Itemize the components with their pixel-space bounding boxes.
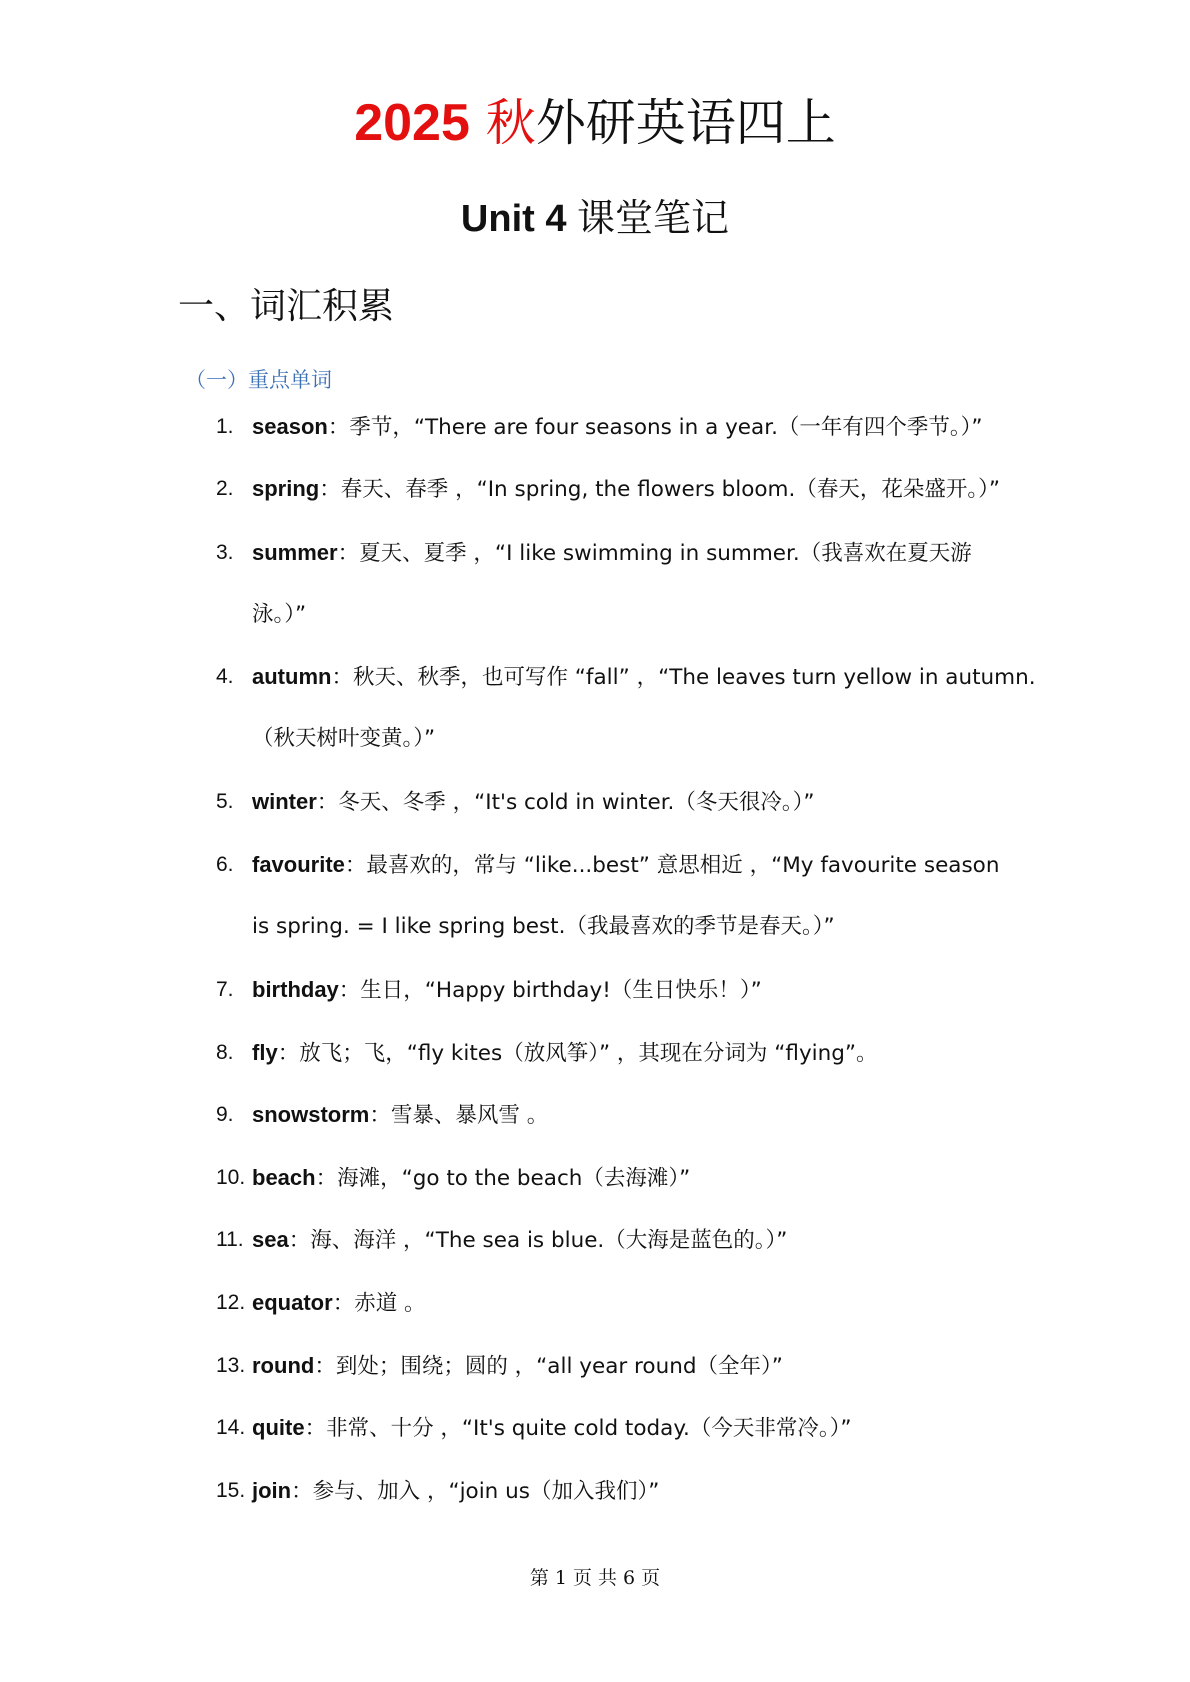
vocab-number: 9. xyxy=(216,1103,234,1126)
vocab-item xyxy=(216,1223,1032,1258)
vocab-definition: ：春天、春季 ，“In spring, the flowers bloom.（春天，花朵盛开。）” xyxy=(319,477,1000,502)
vocab-definition: ：非常、十分 ，“It's quite cold today.（今天非常冷。）” xyxy=(304,1416,852,1441)
vocab-definition: ：生日，“Happy birthday!（生日快乐！）” xyxy=(338,978,762,1003)
vocab-item xyxy=(216,973,1032,1008)
vocab-word: beach xyxy=(252,1165,316,1190)
vocab-number: 12. xyxy=(216,1291,246,1314)
vocab-number: 7. xyxy=(216,978,234,1001)
vocab-word: birthday xyxy=(252,977,339,1002)
vocab-number: 11. xyxy=(216,1228,244,1251)
subsection-heading: （一）重点单词 xyxy=(185,368,332,392)
vocab-item xyxy=(216,536,1032,571)
vocab-item xyxy=(216,1036,1032,1071)
vocab-definition: ：海、海洋 ，“The sea is blue.（大海是蓝色的。）” xyxy=(288,1228,788,1253)
title-rest: 外研英语四上 xyxy=(535,94,836,152)
vocab-word: round xyxy=(252,1353,315,1378)
vocab-definition: ：到处；围绕；圆的 ，“all year round（全年）” xyxy=(314,1354,783,1379)
vocab-number: 15. xyxy=(216,1479,246,1502)
vocab-continuation: is spring. = I like spring best.（我最喜欢的季节是春天。）” xyxy=(252,914,835,939)
vocab-number: 6. xyxy=(216,853,234,876)
vocab-definition: ：放飞；飞，“fly kites（放风筝）” ，其现在分词为 “flying”。 xyxy=(277,1041,878,1066)
vocab-word: equator xyxy=(252,1290,333,1315)
unit-label: Unit 4 xyxy=(460,198,567,240)
vocab-continuation: 泳。）” xyxy=(252,602,307,627)
page-footer: 第 1 页 共 6 页 xyxy=(529,1567,661,1589)
vocab-number: 4. xyxy=(216,665,234,688)
vocab-word: sea xyxy=(252,1227,289,1252)
title-year: 2025 xyxy=(354,94,470,152)
vocab-definition: ：参与、加入 ，“join us（加入我们）” xyxy=(291,1479,660,1504)
vocab-item xyxy=(216,472,1032,507)
vocab-item xyxy=(216,848,1032,883)
vocab-number: 14. xyxy=(216,1416,246,1439)
vocab-word: summer xyxy=(252,540,338,565)
vocab-definition: ：秋天、秋季，也可写作 “fall” ，“The leaves turn yellow in autumn. xyxy=(331,665,1036,690)
vocab-item xyxy=(216,1286,1032,1321)
vocab-word: join xyxy=(252,1478,292,1503)
vocab-definition: ：赤道 。 xyxy=(332,1291,426,1316)
vocab-definition: ：夏天、夏季 ，“I like swimming in summer.（我喜欢在夏天游 xyxy=(337,541,972,566)
vocab-word: snowstorm xyxy=(252,1102,370,1127)
vocab-item xyxy=(216,1411,1032,1446)
vocab-number: 13. xyxy=(216,1354,246,1377)
vocab-number: 3. xyxy=(216,541,234,564)
vocab-number: 10. xyxy=(216,1166,246,1189)
vocab-item xyxy=(216,785,1032,820)
vocab-number: 8. xyxy=(216,1041,234,1064)
vocab-word: winter xyxy=(252,789,317,814)
vocab-word: spring xyxy=(252,476,320,501)
vocab-definition: ：最喜欢的，常与 “like...best” 意思相近 ，“My favourite season xyxy=(344,853,1000,878)
vocab-definition: ：海滩，“go to the beach（去海滩）” xyxy=(315,1166,691,1191)
vocab-continuation: （秋天树叶变黄。）” xyxy=(252,726,436,751)
vocab-number: 5. xyxy=(216,790,234,813)
vocab-item xyxy=(216,660,1036,695)
vocab-definition: ：季节，“There are four seasons in a year.（一年有四个季节。）” xyxy=(327,415,983,440)
vocab-item xyxy=(216,1161,1032,1196)
notes-label: 课堂笔记 xyxy=(577,196,730,240)
vocab-word: autumn xyxy=(252,664,332,689)
title-season-char: 秋 xyxy=(485,94,536,152)
vocab-item xyxy=(216,410,1032,445)
vocab-item xyxy=(216,1474,1032,1509)
vocab-item xyxy=(216,1098,1032,1133)
vocab-definition: ：雪暴、暴风雪 。 xyxy=(369,1103,549,1128)
vocab-word: fly xyxy=(252,1040,278,1065)
vocab-word: season xyxy=(252,414,328,439)
vocab-number: 2. xyxy=(216,477,234,500)
vocab-word: quite xyxy=(252,1415,305,1440)
vocab-item xyxy=(216,1349,1032,1384)
vocab-number: 1. xyxy=(216,415,234,438)
vocab-definition: ：冬天、冬季 ，“It's cold in winter.（冬天很冷。）” xyxy=(316,790,815,815)
section-heading: 一、词汇积累 xyxy=(178,286,395,327)
vocab-word: favourite xyxy=(252,852,345,877)
